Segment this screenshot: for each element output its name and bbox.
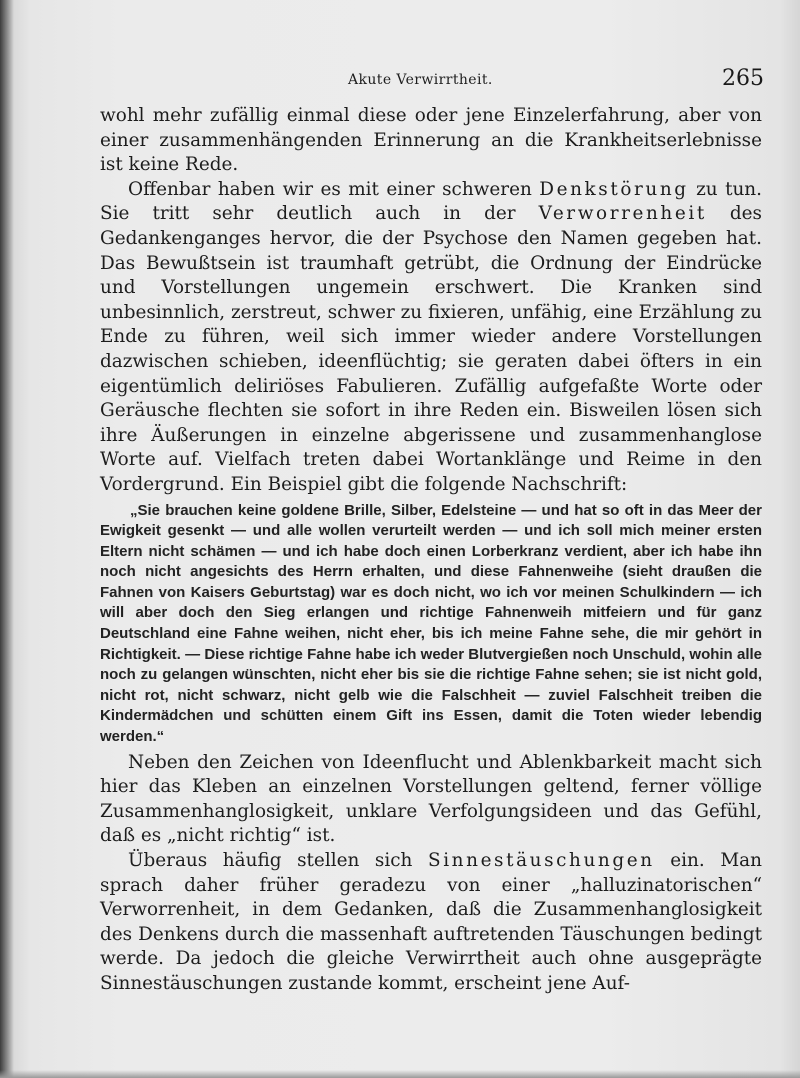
body-text [100, 104, 762, 997]
paragraph-1: wohl mehr zufällig einmal diese oder jene Einzelerfahrung, aber von einer zusammenhängenden Erinnerung an die Krankheitserlebnisse ist keine Rede. [100, 105, 762, 176]
emphasis-verworrenheit: Verworrenheit [538, 203, 707, 225]
paragraph-2-part-c: zu tun. Sie tritt sehr deutlich auch in der [100, 178, 763, 225]
emphasis-denkstoerung: Denkstörung [539, 178, 689, 200]
paragraph-3: Neben den Zeichen von Ideenflucht und Ablenkbarkeit macht sich hier das Kleben an einzelnen Vorstellungen geltend, ferner völlige Zusammenhanglosigkeit, unklare Verfolgungsideen und das Gefühl, daß es „nicht richtig“ ist. [100, 751, 762, 847]
paragraph-4-part-c: ein. Man sprach daher früher geradezu von einer „halluzinatorischen“ Verworrenheit, in dem Gedanken, daß die Zusammenhanglosigkeit des Denkens durch die massenhaft auftretenden Täuschungen bedingt werde. Da jedoch die gleiche Verwirrtheit auch ohne ausgeprägte Sinnestäuschungen zustande kommt, erscheint jene Auf- [100, 850, 762, 994]
running-title: Akute Verwirrtheit. [348, 72, 493, 88]
patient-transcript-quote: „Sie brauchen keine goldene Brille, Silber, Edelsteine — und hat so oft in das Meer der Ewigkeit gesenkt — und alle wollen verurteilt werden — und ich soll mich meiner ersten Eltern nicht schämen — und ich habe doch einen Lorberkranz verdient, aber ich habe ihn noch nicht angesichts des Herrn erhalten, und diese Fahnenweihe (sieht draußen die Fahnen von Kaisers Geburtstag) war es doch nicht, wo ich vor meinen Schulkindern — ich will aber doch den Sieg erlangen und richtige Fahnenweih mitfeiern und für ganz Deutschland eine Fahne weihen, nicht eher, bis ich meine Fahne sehe, die mir gehört in Richtigkeit. — Diese richtige Fahne habe ich weder Blutvergießen noch Unschuld, wohin alle noch zu gelangen wünschten, nicht eher bis sie die richtige Fahne sehen; sie ist nicht gold, nicht rot, nicht schwarz, nicht gelb wie die Falschheit — zuviel Falschheit treiben die Kindermädchen und schütten einem Gift ins Essen, damit die Toten wieder lebendig werden.“ [100, 501, 762, 746]
paragraph-2 [100, 178, 762, 498]
paragraph-2-part-e: des Gedankenganges hervor, die der Psychose den Namen gegeben hat. Das Bewußtsein ist traumhaft getrübt, die Ordnung der Eindrücke und Vorstellungen ungemein erschwert. Die Kranken sind unbesinnlich, zerstreut, schwer zu fixieren, unfähig, eine Erzählung zu Ende zu führen, weil sich immer wieder andere Vorstellungen dazwischen schieben, ideenflüchtig; sie geraten dabei öfters in ein eigentümlich deliriöses Fabulieren. Zufällig aufgefaßte Worte oder Geräusche flechten sie sofort in ihre Reden ein. Bisweilen lösen sich ihre Äußerungen in einzelne abgerissene und zusammenhanglose Worte auf. Vielfach treten dabei Wortanklänge und Reime in den Vordergrund. Ein Beispiel gibt die folgende Nachschrift: [100, 203, 763, 495]
page-header [100, 66, 764, 100]
paragraph-2-part-a: Offenbar haben wir es mit einer schweren [128, 178, 540, 200]
paragraph-4 [100, 849, 762, 997]
page-bottom-edge [0, 1070, 800, 1078]
emphasis-sinnestaeuschungen: Sinnestäuschungen [428, 850, 655, 871]
page-gutter-shadow [0, 0, 14, 1078]
page-number: 265 [722, 66, 764, 91]
paragraph-4-part-a: Überaus häufig stellen sich [128, 850, 428, 871]
